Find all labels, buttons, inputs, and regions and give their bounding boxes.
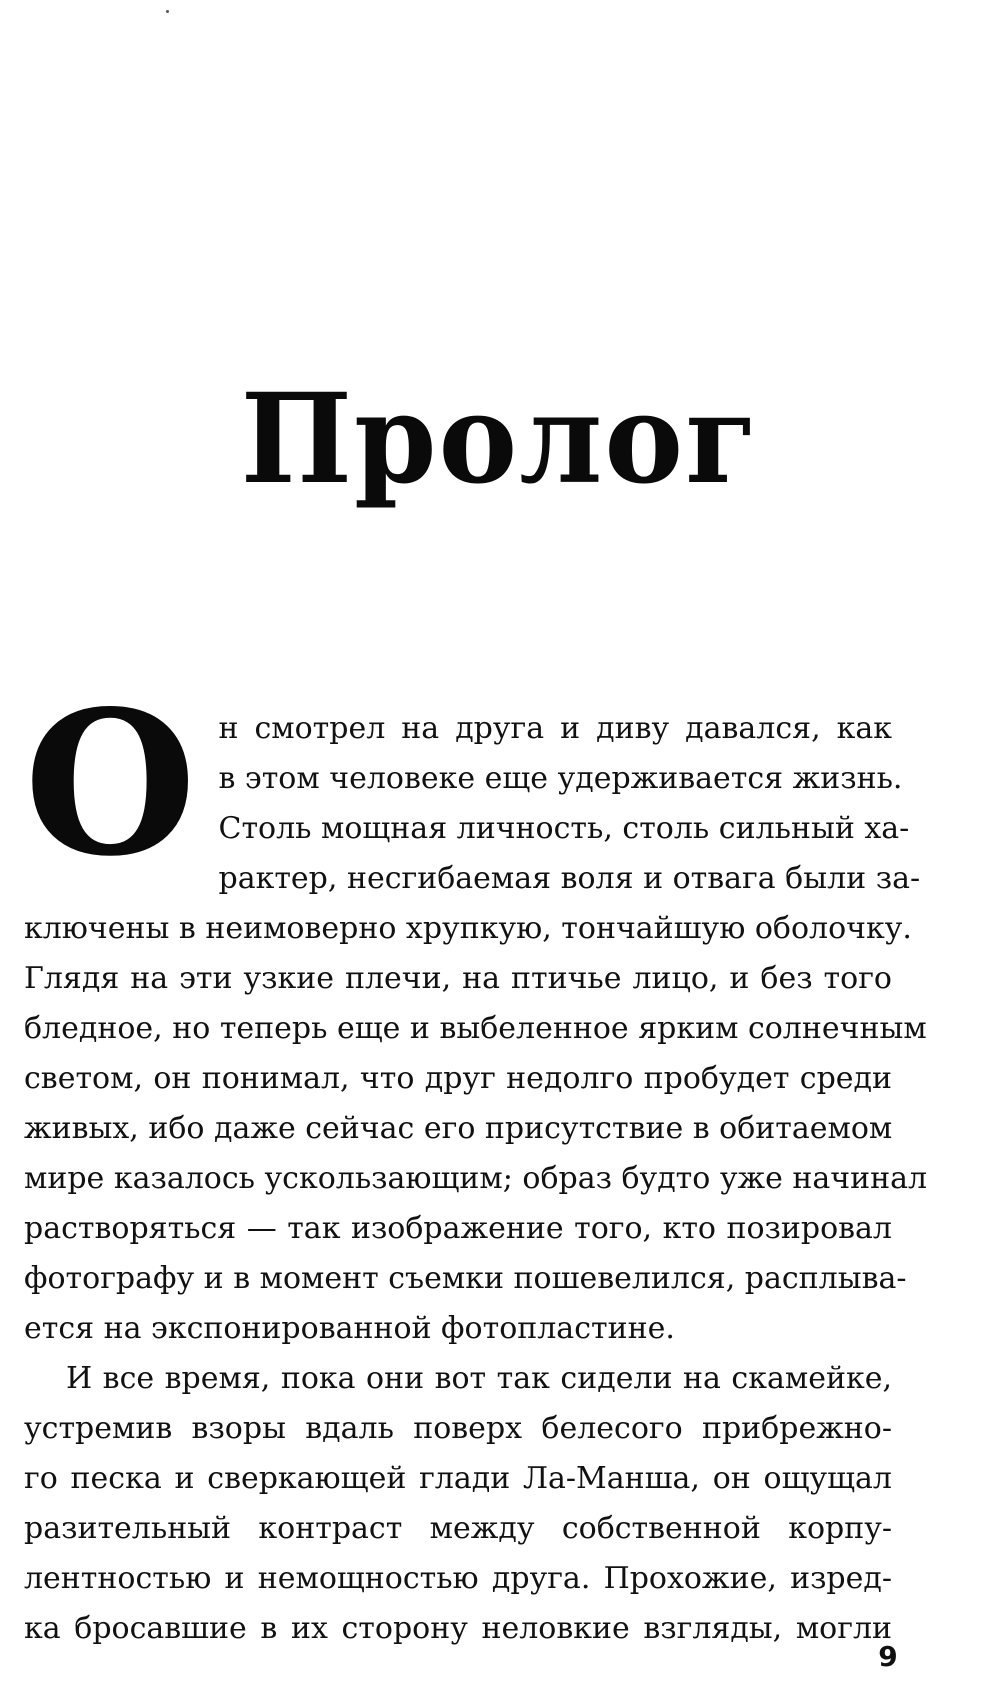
text-line: лентностью и немощностью друга. Прохожие, изред- xyxy=(24,1561,892,1596)
text-line: ка бросавшие в их сторону неловкие взгляды, могли xyxy=(24,1611,892,1646)
text-line: ключены в неимоверно хрупкую, тончайшую оболочку. xyxy=(24,911,912,946)
text-line: Столь мощная личность, столь сильный ха- xyxy=(218,811,910,846)
text-line: н смотрел на друга и диву давался, как xyxy=(218,711,892,746)
page-number: 9 xyxy=(878,1640,898,1673)
text-line: ется на экспонированной фотопластине. xyxy=(24,1311,675,1346)
text-line: Глядя на эти узкие плечи, на птичье лицо, и без того xyxy=(24,961,892,996)
text-line: рактер, несгибаемая воля и отвага были за- xyxy=(218,861,921,896)
body-text xyxy=(24,667,928,1654)
text-line: устремив взоры вдаль поверх белесого прибрежно- xyxy=(24,1411,892,1446)
text-line: И все время, пока они вот так сидели на скамейке, xyxy=(66,1361,892,1396)
text-line: живых, ибо даже сейчас его присутствие в обитаемом xyxy=(24,1111,893,1146)
drop-cap: О xyxy=(24,667,197,900)
text-line: го песка и сверкающей глади Ла-Манша, он ощущал xyxy=(24,1461,892,1496)
text-line: бледное, но теперь еще и выбеленное ярким солнечным xyxy=(24,1011,927,1046)
text-line: разительный контраст между собственной корпу- xyxy=(24,1511,892,1546)
print-speck xyxy=(166,10,169,13)
text-line: фотографу и в момент съемки пошевелился, расплыва- xyxy=(24,1261,907,1296)
text-line: в этом человеке еще удерживается жизнь. xyxy=(218,761,903,796)
text-line: светом, он понимал, что друг недолго пробудет среди xyxy=(24,1061,892,1096)
text-line: растворяться — так изображение того, кто позировал xyxy=(24,1211,892,1246)
chapter-title: Пролог xyxy=(240,365,760,512)
text-line: мире казалось ускользающим; образ будто уже начинал xyxy=(24,1161,928,1196)
